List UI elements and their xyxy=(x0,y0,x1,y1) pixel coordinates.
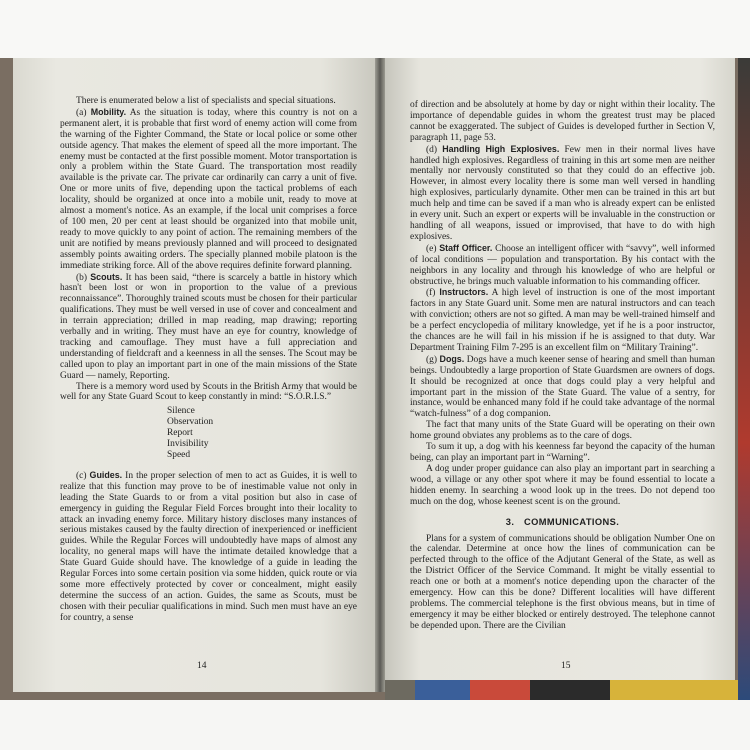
staff-heading: Staff Officer. xyxy=(439,242,493,253)
memory-word-paragraph: There is a memory word used by Scouts in the British Army that would be well for any State Guard Scout to keep constantly in mind: “S.O.R.I.S.” xyxy=(60,381,357,403)
magazine-edge xyxy=(530,680,610,700)
guides-paragraph: (c) Guides. In the proper selection of men to act as Guides, it is well to realize that this function may prove to be of inestimable value not only in leading the State Guards to or from a vital position but also in case of emergency in guiding the Regular Field Forces brought into their locality to attack an invading enemy force. Military history discloses many instances of serious mistakes caused by the faulty direction of inexperienced or inefficient guides. While the Regular Forces will undoubtedly have maps of almost any locality, no general maps will have the intimate detailed knowledge that a State Guard Guide should have. The knowledge of a guide in leading the Regular Forces into some certain position via some hidden, quick route or via some more effectively protected by cover or concealment, might easily determine the success of an action. Guides, the same as Scouts, must be chosen with their peculiar qualifications in mind. Such men must have an eye for country, a sense xyxy=(60,469,358,623)
communications-paragraph: Plans for a system of communications should be obligation Number One on the calendar. Determine at once how the lines of communication can be perfected through to the office of the Adjutant General of the State, as well as the District Officer of the Service Command. It might be vitally essential to reach one or both at a moment's notice depending upon the character of the emergency. How can this be done? Different localities will have different problems. The commercial telephone is the first obvious means, but in time of emergency it may be either blocked or entirely destroyed. The telephone cannot be depended upon. There are the Civilian xyxy=(410,533,715,631)
soris-item: Observation xyxy=(167,417,214,428)
guides-continuation: of direction and be absolutely at home by day or night within their locality. The importance of dependable guides in whom the greatest trust may be placed cannot be exaggerated. The subject of Guides is developed further in Section V, paragraph 11, page 53. xyxy=(410,100,715,143)
dogs-paragraph: (g) Dogs. Dogs have a much keener sense of hearing and smell than human beings. Undoubtedly a large proportion of State Guardsmen are owners of dogs. It should be recognized at once that dogs could play a very helpful and important part in the mission of the State Guard. The value of a sentry, for instance, would be enhanced many fold if he could take advantage of the normal “watch-fulness” of a dog companion. xyxy=(410,353,716,420)
scouts-heading: Scouts. xyxy=(90,271,123,282)
explosives-text: Few men in their normal lives have handled high explosives. Regardless of training in this art some men are neither mentally nor nervously constituted so that they could do an effective job. However, in almost every locality there is some man well versed in handling high explosives, particularly dynamite. Other men can be trained in this art but much help and time can be saved if a man who is already expert can be enlisted in every unit. Such an expert or experts will be invaluable in the construction or handling of all weapons, issued or improvised, that have to do with high explosives. xyxy=(410,144,716,242)
mobility-heading: Mobility. xyxy=(90,106,127,117)
magazine-edge xyxy=(610,680,738,700)
page-number-left: 14 xyxy=(197,661,207,671)
left-page xyxy=(13,58,375,692)
guides-heading: Guides. xyxy=(89,469,123,480)
soris-item: Invisibility xyxy=(167,439,209,450)
magazine-edge xyxy=(470,680,530,700)
dogs-paragraph-4: A dog under proper guidance can also play an important part in searching a wood, a village or any other spot where it may be found essential to locate a hidden enemy. In searching a wood look up in the trees. Do not depend too much on the dog, whose keenest scent is on the ground. xyxy=(410,463,715,507)
magazine-edge xyxy=(385,680,415,700)
section-heading: 3. COMMUNICATIONS. xyxy=(505,516,620,527)
instructors-heading: Instructors. xyxy=(439,287,489,298)
staff-paragraph: (e) Staff Officer. Choose an intelligent officer with “savvy”, well informed of local conditions — population and transportation. By his contact with the neighbors in any locality and through his knowledge of who are helpful or obstructive, he brings much valuable information to his commanding officer. xyxy=(410,242,716,287)
top-background xyxy=(0,0,750,58)
explosives-paragraph: (d) Handling High Explosives. Few men in their normal lives have handled high explosives. Regardless of training in this art some men are neither mentally nor nervously constituted so that they could do an effective job. However, in almost every locality there is some man well versed in handling high explosives, particularly dynamite. Other men can be trained in this art but much help and time can be saved if a man who is already expert can be enlisted in every unit. Such an expert or experts will be invaluable in the construction or handling of all weapons, issued or improvised, that have to do with high explosives. xyxy=(410,143,716,242)
soris-list xyxy=(167,406,357,461)
soris-item: Speed xyxy=(167,450,191,460)
guides-text: In the proper selection of men to act as Guides, it is well to realize that this function may prove to be of inestimable value not only in leading the State Guards to or from a vital position but also in case of emergency in guiding the Regular Field Forces brought into their locality to attack an invading enemy force. Military history discloses many instances of serious mistakes caused by the faulty direction of inexperienced or inefficient guides. While the Regular Forces will undoubtedly have maps of almost any locality, no general maps will have the intimate detailed knowledge that a State Guard Guide should have. The knowledge of a guide in leading the Regular Forces into some certain position via some hidden, quick route or via some more effectively protected by cover or concealment, might easily determine the success of an action. Guides, the same as Scouts, must be chosen with their peculiar qualifications in mind. Such men must have an eye for country, a sense xyxy=(60,470,358,623)
dogs-text: Dogs have a much keener sense of hearing and smell than human beings. Undoubtedly a large proportion of State Guardsmen are owners of dogs. It should be recognized at once that dogs could play a very helpful and important part in the mission of the State Guard. The value of a sentry, for instance, would be enhanced many fold if he could take advantage of the normal “watch-fulness” of a dog companion. xyxy=(410,354,716,420)
soris-item: Silence xyxy=(167,406,195,417)
book-gutter xyxy=(375,58,385,692)
instructors-paragraph: (f) Instructors. A high level of instruction is one of the most important factors in any State Guard unit. Some men are natural instructors and can teach with conviction; others are not so gifted. A man may be well-trained himself and be a perfect encyclopedia of military knowledge, yet if he is a poor instructor, the chances are he will fail in his mission if he is assigned to that duty. War Department Training Film 7-295 is an excellent film on “Military Training”. xyxy=(410,287,715,353)
right-page xyxy=(385,58,735,692)
scouts-paragraph: (b) Scouts. It has been said, “there is scarcely a battle in history which hasn't been lost or won in proportion to the value of a previous reconnaissance”. Thoroughly trained scouts must be chosen for their particular qualifications. They must be well versed in use of cover and concealment and in terrain appreciation; drilled in map reading, map drawing; reporting verbally and in writing. They must have an eye for country, knowledge of tracking and camouflage. They must have a full appreciation and understanding of fieldcraft and a keenness in all the senses. The Scout may be called upon to play an important part in one of the main missions of the State Guard — namely, Reporting. xyxy=(60,271,358,381)
desk-edge xyxy=(738,58,750,700)
bottom-background xyxy=(0,700,750,750)
mobility-paragraph: (a) Mobility. As the situation is today, where this country is not on a permanent alert, it is probable that first word of enemy action will come from the warning of the Fighter Command, the State or local police or some other outside agency. That makes the element of speed all the more important. The enemy must be contacted at the first possible moment. Motor transportation is only a problem within the State Guard. The transportation most readily available is the private car. The private car ordinarily can carry a unit of five. One or more units of five, depending upon the tactical problems of each locality, should be organized at once into a mobile unit, ready to move at almost a moment's notice. As an example, if the local unit comprises a force of 100 men, 20 per cent at least should be organized into that mobile unit, ready to move quickly to any point of action. The remaining members of the unit are notified by means previously planned and will proceed to designated assembly points awaiting orders. The specially planned mobile platoon is the immediate striking force. All of the above requires definite forward planning. xyxy=(60,106,358,271)
dogs-paragraph-2: The fact that many units of the State Guard will be operating on their own home ground obviates any problems as to the care of dogs. xyxy=(410,420,715,442)
explosives-heading: Handling High Explosives. xyxy=(442,143,560,154)
instructors-text: A high level of instruction is one of the most important factors in any State Guard unit. Some men are natural instructors and can teach with conviction; others are not so gifted. A man may be well-trained himself and be a perfect encyclopedia of military knowledge, yet if he is a poor instructor, the chances are he will fail in his mission if he is assigned to that duty. War Department Training Film 7-295 is an excellent film on “Military Training”. xyxy=(410,288,715,353)
scouts-text: It has been said, “there is scarcely a battle in history which hasn't been lost or won in proportion to the value of a previous reconnaissance”. Thoroughly trained scouts must be chosen for their particular qualifications. They must be well versed in use of cover and concealment and in terrain appreciation; drilled in map reading, map drawing; reporting verbally and in writing. They must have an eye for country, knowledge of tracking and camouflage. They must have a full appreciation and understanding of fieldcraft and a keenness in all the senses. The Scout may be called upon to play an important part in one of the main missions of the State Guard — namely, Reporting. xyxy=(60,272,358,381)
dogs-heading: Dogs. xyxy=(439,353,465,364)
mobility-text: As the situation is today, where this country is not on a permanent alert, it is probable that first word of enemy action will come from the warning of the Fighter Command, the State or local police or some other outside agency. That makes the element of speed all the more important. The enemy must be contacted at the first possible moment. Motor transportation is only a problem within the State Guard. The transportation most readily available is the private car. The private car ordinarily can carry a unit of five. One or more units of five, depending upon the tactical problems of each locality, should be organized at once into a mobile unit, ready to move at almost a moment's notice. As an example, if the local unit comprises a force of 100 men, 20 per cent at least should be organized into that mobile unit, ready to move quickly to any point of action. The remaining members of the unit are notified by means previously planned and will proceed to designated assembly points awaiting orders. The specially planned mobile platoon is the immediate striking force. All of the above requires definite forward planning. xyxy=(60,107,358,271)
page-number-right: 15 xyxy=(561,661,571,671)
soris-item: Report xyxy=(167,428,193,439)
dogs-paragraph-3: To sum it up, a dog with his keenness far beyond the capacity of the human being, can play an important part in “Warning”. xyxy=(410,442,715,463)
magazine-edge xyxy=(415,680,470,700)
staff-text: Choose an intelligent officer with “savvy”, well informed of local conditions — population and transportation. By his contact with the neighbors in any locality and through his knowledge of who are helpful or obstructive, he brings much valuable information to his commanding officer. xyxy=(410,243,716,287)
intro-paragraph: There is enumerated below a list of specialists and special situations. xyxy=(76,96,336,106)
